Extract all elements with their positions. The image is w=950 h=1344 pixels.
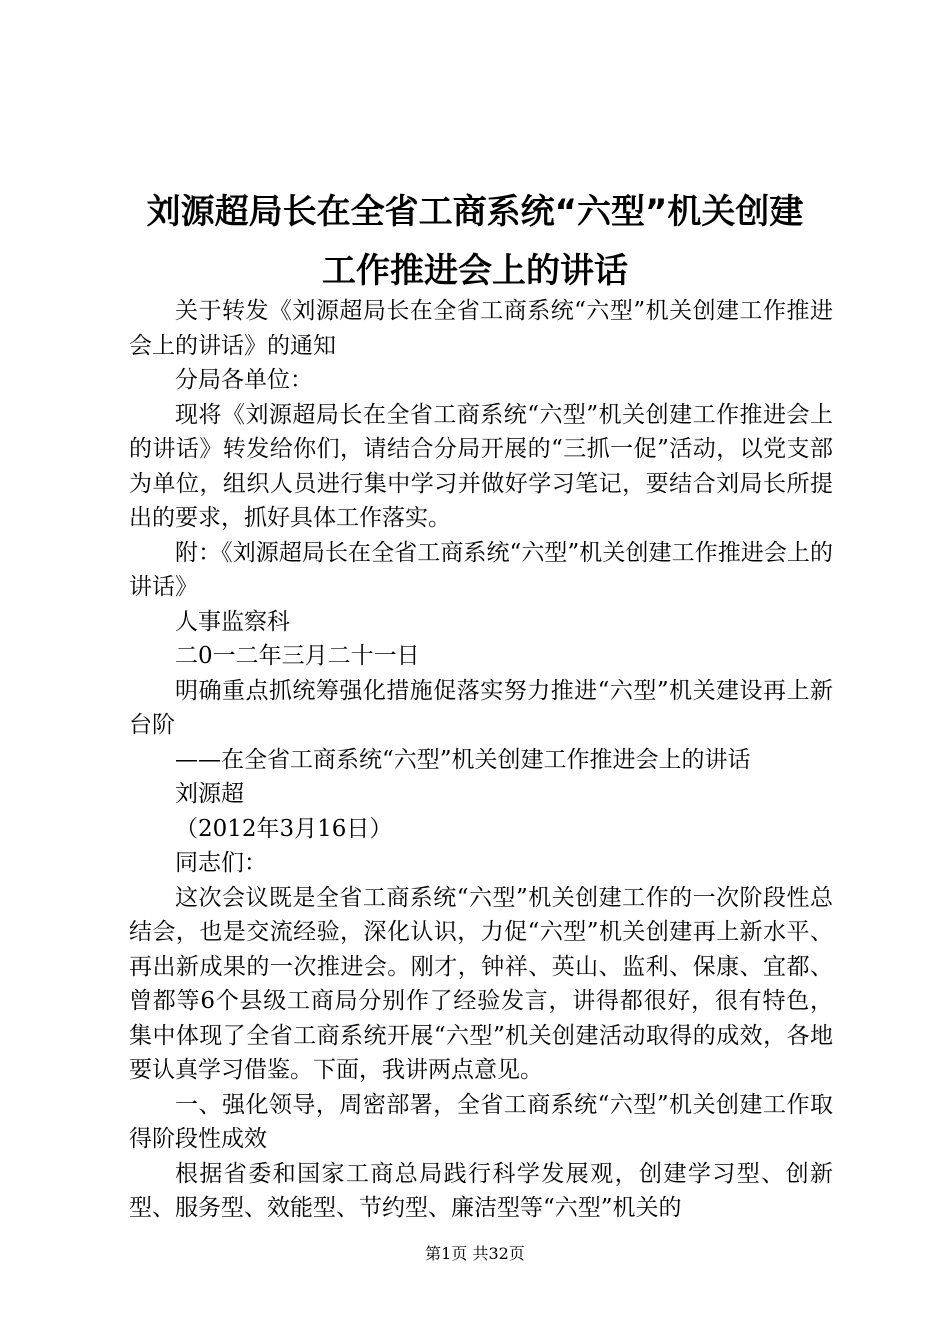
paragraph-intro: 这次会议既是全省工商系统“六型”机关创建工作的一次阶段性总结会，也是交流经验，深化认识，力促“六型”机关创建再上新水平、再出新成果的一次推进会。刚才，钟祥、英山、监利、保康、宜都、曾都等6个县级工商局分别作了经验发言，讲得都很好，很有特色，集中体现了全省工商系统开展“六型”机关创建活动取得的成效，各地要认真学习借鉴。下面，我讲两点意见。	[129, 884, 833, 1083]
paragraph-date: 二0一二年三月二十一日	[175, 643, 420, 669]
paragraph-attachment: 附：《刘源超局长在全省工商系统“六型”机关创建工作推进会上的讲话》	[129, 539, 833, 600]
paragraph-greeting: 同志们：	[175, 850, 267, 876]
paragraph-department: 人事监察科	[175, 608, 290, 635]
paragraph-speech-date: （2012年3月16日）	[175, 815, 393, 842]
paragraph-speaker: 刘源超	[175, 781, 244, 807]
paragraph-notice-body: 现将《刘源超局长在全省工商系统“六型”机关创建工作推进会上的讲话》转发给你们，请结合分局开展的“三抓一促”活动，以党支部为单位，组织人员进行集中学习并做好学习笔记，要结合刘局长所提出的要求，抓好具体工作落实。	[129, 401, 833, 531]
paragraph-speech-title: 明确重点抓统筹强化措施促落实努力推进“六型”机关建设再上新台阶	[129, 677, 833, 738]
paragraph-notice-title: 关于转发《刘源超局长在全省工商系统“六型”机关创建工作推进会上的讲话》的通知	[129, 298, 833, 359]
document-title-line-1: 刘源超局长在全省工商系统“六型”机关创建	[146, 192, 804, 232]
paragraph-salutation: 分局各单位：	[175, 367, 313, 393]
paragraph-section-body: 根据省委和国家工商总局践行科学发展观，创建学习型、创新型、服务型、效能型、节约型、廉洁型等“六型”机关的	[129, 1160, 833, 1221]
document-body	[129, 294, 833, 1226]
paragraph-section-heading: 一、强化领导，周密部署，全省工商系统“六型”机关创建工作取得阶段性成效	[129, 1091, 833, 1152]
document-title-line-2: 工作推进会上的讲话	[322, 251, 628, 291]
paragraph-speech-subtitle: ——在全省工商系统“六型”机关创建工作推进会上的讲话	[175, 746, 751, 773]
page-footer: 第1页 共32页	[425, 1244, 525, 1263]
